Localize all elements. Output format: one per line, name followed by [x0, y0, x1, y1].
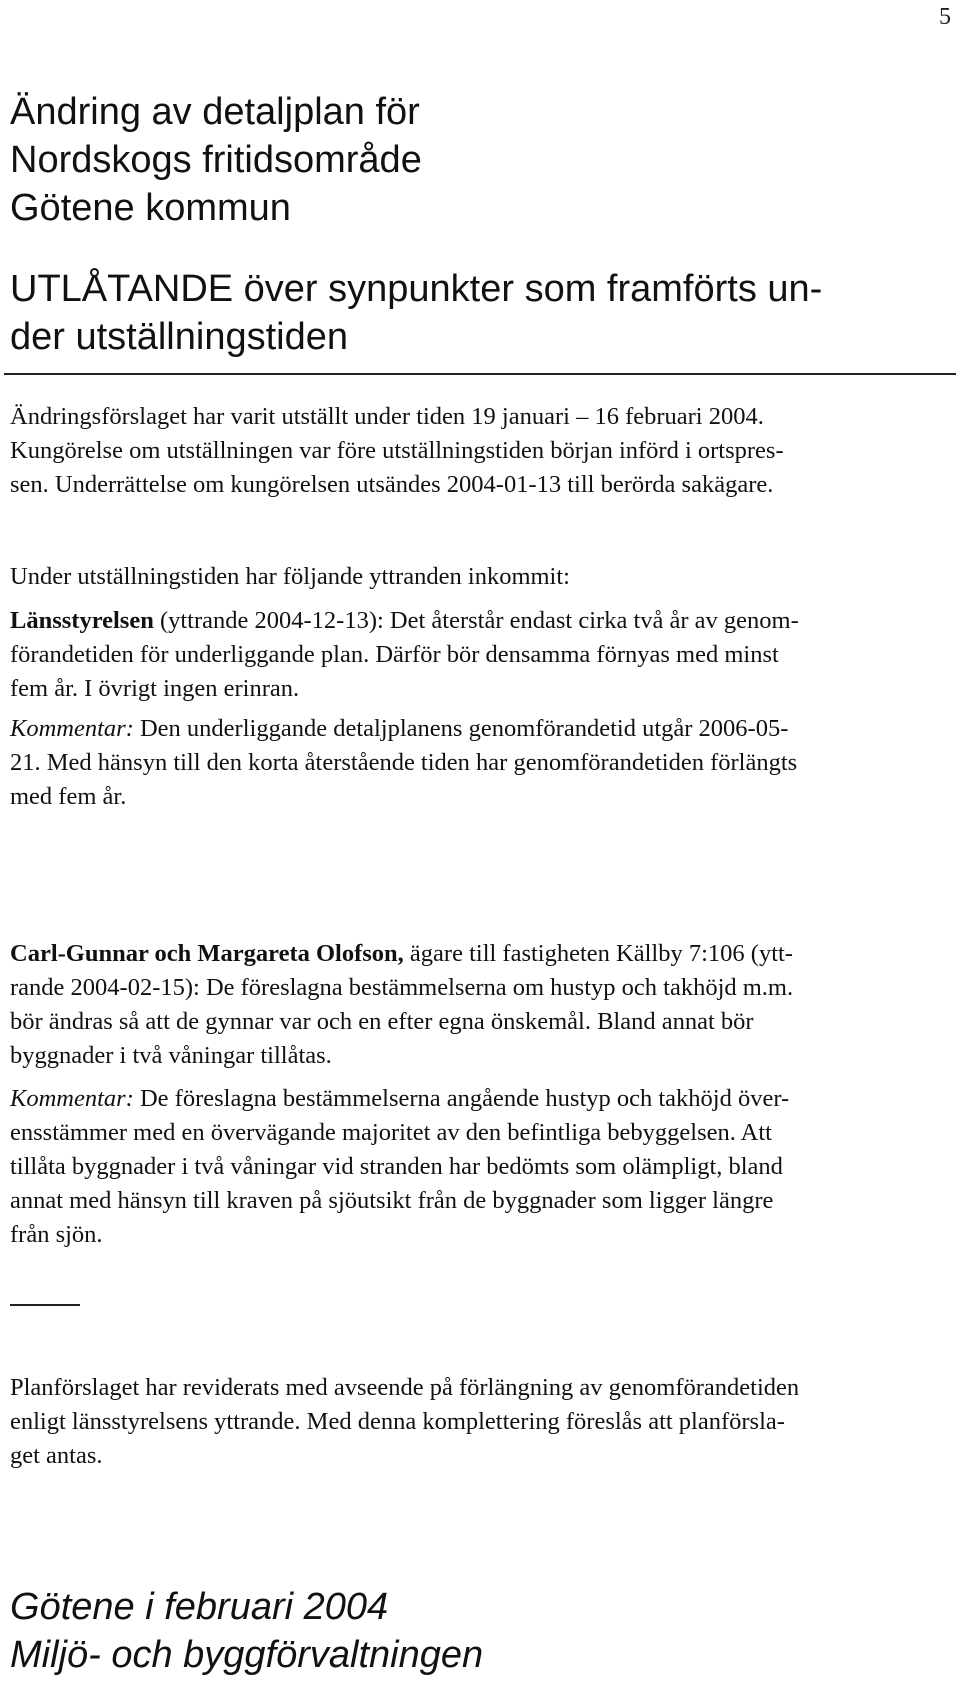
statement-text: (yttrande 2004-12-13): Det återstår endast cirka två år av genom- — [153, 607, 799, 634]
signature-line: Götene i februari 2004 — [10, 1586, 389, 1628]
olofson-comment — [10, 1082, 950, 1252]
lansstyrelsen-statement — [10, 604, 950, 706]
intro-line: sen. Underrättelse om kungörelsen utsändes 2004-01-13 till berörda sakägare. — [10, 471, 774, 498]
intro-paragraph — [10, 400, 950, 502]
title-line: Ändring av detaljplan för — [10, 91, 420, 133]
comment-text: Den underliggande detaljplanens genomförandetid utgår 2006-05- — [133, 715, 789, 742]
statement-text: ägare till fastigheten Källby 7:106 (ytt- — [403, 940, 793, 967]
signature-line: Miljö- och byggförvaltningen — [10, 1634, 484, 1676]
statement-line: förandetiden för underliggande plan. Därför bör densamma förnyas med minst — [10, 641, 779, 668]
title-line: Nordskogs fritidsområde — [10, 139, 422, 181]
title-line: Götene kommun — [10, 187, 291, 229]
statement-line: rande 2004-02-15): De föreslagna bestämmelserna om hustyp och takhöjd m.m. — [10, 974, 794, 1001]
conclusion-line: get antas. — [10, 1442, 103, 1469]
statement-line: bör ändras så att de gynnar var och en efter egna önskemål. Bland annat bör — [10, 1008, 754, 1035]
comment-label: Kommentar: — [10, 715, 134, 742]
subtitle-line: der utställningstiden — [10, 316, 348, 358]
intro-line: Ändringsförslaget har varit utställt under tiden 19 januari – 16 februari 2004. — [10, 403, 764, 430]
subtitle-line: UTLÅTANDE över synpunkter som framförts un- — [10, 268, 823, 310]
olofson-statement — [10, 937, 950, 1073]
conclusion-line: Planförslaget har reviderats med avseende på förlängning av genomförandetiden — [10, 1374, 800, 1401]
intro-line: Kungörelse om utställningen var före utställningstiden början införd i ortspres- — [10, 437, 784, 464]
conclusion-paragraph — [10, 1371, 950, 1473]
comment-text: De föreslagna bestämmelserna angående hustyp och takhöjd över- — [133, 1085, 790, 1112]
conclusion-line: enligt länsstyrelsens yttrande. Med denna komplettering föreslås att planförsla- — [10, 1408, 785, 1435]
statement-author: Länsstyrelsen — [10, 607, 154, 634]
statement-line: byggnader i två våningar tillåtas. — [10, 1042, 332, 1069]
page-number: 5 — [939, 4, 951, 30]
comment-label: Kommentar: — [10, 1085, 134, 1112]
section-separator — [10, 1304, 80, 1306]
statement-line: fem år. I övrigt ingen erinran. — [10, 675, 300, 702]
comment-line: ensstämmer med en övervägande majoritet av den befintliga bebyggelsen. Att — [10, 1119, 772, 1146]
signature-block — [10, 1583, 483, 1679]
comment-line: tillåta byggnader i två våningar vid stranden har bedömts som olämpligt, bland — [10, 1153, 783, 1180]
heading-divider — [4, 373, 956, 375]
lansstyrelsen-comment — [10, 712, 950, 814]
document-subtitle — [10, 265, 950, 361]
statements-heading — [10, 560, 950, 594]
statement-author: Carl-Gunnar och Margareta Olofson, — [10, 940, 404, 967]
comment-line: annat med hänsyn till kraven på sjöutsikt från de byggnader som ligger längre — [10, 1187, 774, 1214]
comment-line: från sjön. — [10, 1221, 103, 1248]
document-title — [10, 88, 890, 232]
statements-heading-line: Under utställningstiden har följande yttranden inkommit: — [10, 563, 570, 590]
comment-line: med fem år. — [10, 783, 127, 810]
comment-line: 21. Med hänsyn till den korta återstående tiden har genomförandetiden förlängts — [10, 749, 798, 776]
